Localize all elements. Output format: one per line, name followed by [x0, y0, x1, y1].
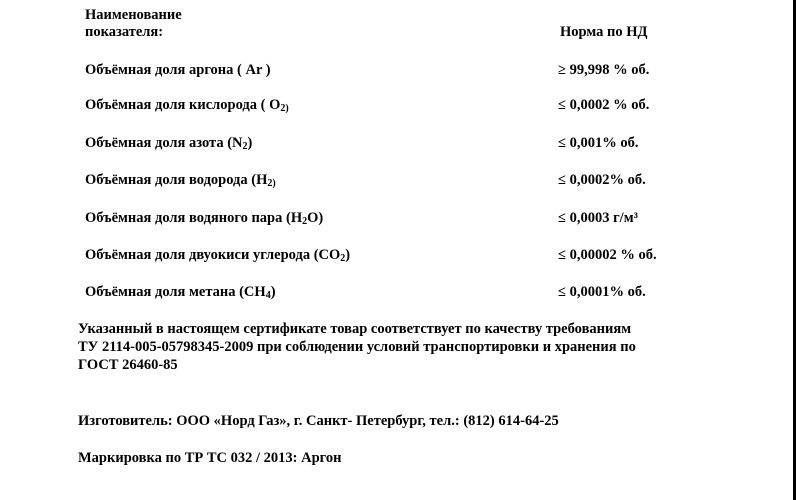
column-header-norm: Норма по НД — [560, 24, 648, 40]
marking-info: Маркировка по ТР ТС 032 / 2013: Аргон — [78, 450, 342, 466]
conformity-statement-line1: Указанный в настоящем сертификате товар соответствует по качеству требованиям — [78, 321, 632, 337]
conformity-statement-line3: ГОСТ 26460-85 — [78, 357, 178, 373]
column-header-name-line2: показателя: — [85, 24, 164, 40]
indicator-name-argon: Объёмная доля аргона ( Ar ) — [85, 62, 271, 78]
conformity-statement-line2: ТУ 2114-005-05798345-2009 при соблюдении условий транспортировки и хранения по — [78, 339, 636, 355]
indicator-value-oxygen: ≤ 0,0002 % об. — [558, 97, 650, 113]
indicator-value-carbon-dioxide: ≤ 0,00002 % об. — [558, 247, 657, 263]
indicator-name-nitrogen: Объёмная доля азота $(N_2)$ — [85, 135, 253, 152]
indicator-value-water-vapor: ≤ 0,0003 г/м³ — [558, 210, 638, 226]
column-header-name-line1: Наименование — [85, 7, 182, 23]
indicator-name-water-vapor: Объёмная доля водяного пара $(H_2O)$ — [85, 210, 324, 227]
manufacturer-info: Изготовитель: ООО «Норд Газ», г. Санкт- Петербург, тел.: (812) 614-64-25 — [78, 413, 559, 429]
indicator-name-hydrogen: Объёмная доля водорода ($H_{2)}$ — [85, 172, 276, 189]
indicator-value-argon: ≥ 99,998 % об. — [558, 62, 650, 78]
indicator-name-carbon-dioxide: Объёмная доля двуокиси углерода $(CO_2)$ — [85, 247, 351, 264]
indicator-value-hydrogen: ≤ 0,0002% об. — [558, 172, 646, 188]
indicator-name-methane: Объёмная доля метана $(CH_4)$ — [85, 284, 276, 301]
indicator-name-oxygen: Объёмная доля кислорода ( $O_{2)}$ — [85, 97, 289, 114]
indicator-value-nitrogen: ≤ 0,001% об. — [558, 135, 639, 151]
indicator-value-methane: ≤ 0,0001% об. — [558, 284, 646, 300]
